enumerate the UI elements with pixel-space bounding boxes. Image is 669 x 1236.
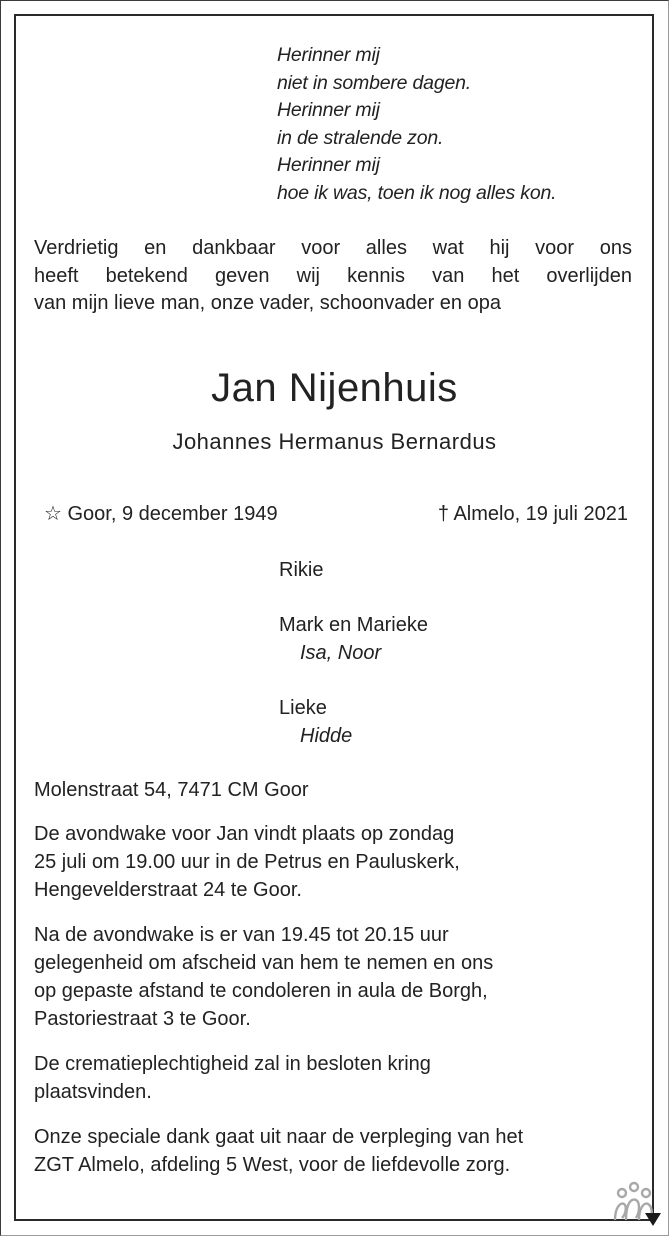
family-member: Lieke <box>279 697 327 719</box>
triangle-down-icon[interactable] <box>645 1213 661 1226</box>
text-line: plaatsvinden. <box>34 1081 152 1103</box>
paragraph-avondwake <box>34 820 634 904</box>
deceased-full-name: Johannes Hermanus Bernardus <box>172 429 497 454</box>
grandchildren: Hidde <box>300 725 353 747</box>
poem-line: in de stralende zon. <box>277 126 444 149</box>
poem-line: niet in sombere dagen. <box>277 71 471 94</box>
family-list <box>279 556 428 750</box>
grandchildren: Isa, Noor <box>300 642 382 664</box>
intro-line: van mijn lieve man, onze vader, schoonvader en opa <box>34 292 501 314</box>
poem-line: hoe ik was, toen ik nog alles kon. <box>277 181 557 204</box>
intro-text <box>34 235 632 318</box>
text-line: Na de avondwake is er van 19.45 tot 20.15 uur <box>34 924 449 946</box>
poem-line: Herinner mij <box>277 154 380 176</box>
birth-info <box>44 500 278 528</box>
text-line: De crematieplechtigheid zal in besloten kring <box>34 1053 431 1075</box>
text-line: gelegenheid om afscheid van hem te nemen en ons <box>34 952 494 974</box>
paragraph-dank <box>34 1123 634 1179</box>
death-info <box>438 500 628 528</box>
text-line: De avondwake voor Jan vindt plaats op zondag <box>34 823 455 845</box>
notice-body <box>34 776 634 1196</box>
cross-icon: † <box>437 503 449 525</box>
birth-text: Goor, 9 december 1949 <box>67 503 278 525</box>
intro-line: Verdrietig en dankbaar voor alles wat hij voor ons <box>34 237 632 259</box>
paragraph-crematie <box>34 1050 634 1106</box>
deceased-name: Jan Nijenhuis <box>211 366 458 410</box>
poem <box>277 42 556 207</box>
poem-line: Herinner mij <box>277 99 380 121</box>
family-member: Rikie <box>279 559 324 581</box>
text-line: Onze speciale dank gaat uit naar de verpleging van het <box>34 1126 524 1148</box>
family-member: Mark en Marieke <box>279 614 428 636</box>
star-icon: ☆ <box>44 503 62 525</box>
text-line: op gepaste afstand te condoleren in aula de Borgh, <box>34 980 488 1002</box>
text-line: 25 juli om 19.00 uur in de Petrus en Pauluskerk, <box>34 851 460 873</box>
poem-line: Herinner mij <box>277 44 380 66</box>
intro-line: heeft betekend geven wij kennis van het overlijden <box>34 264 632 287</box>
text-line: Hengevelderstraat 24 te Goor. <box>34 879 302 901</box>
address: Molenstraat 54, 7471 CM Goor <box>34 779 309 801</box>
death-text: Almelo, 19 juli 2021 <box>453 503 628 525</box>
paragraph-afscheid <box>34 921 634 1033</box>
text-line: Pastoriestraat 3 te Goor. <box>34 1008 251 1030</box>
text-line: ZGT Almelo, afdeling 5 West, voor de liefdevolle zorg. <box>34 1154 511 1176</box>
